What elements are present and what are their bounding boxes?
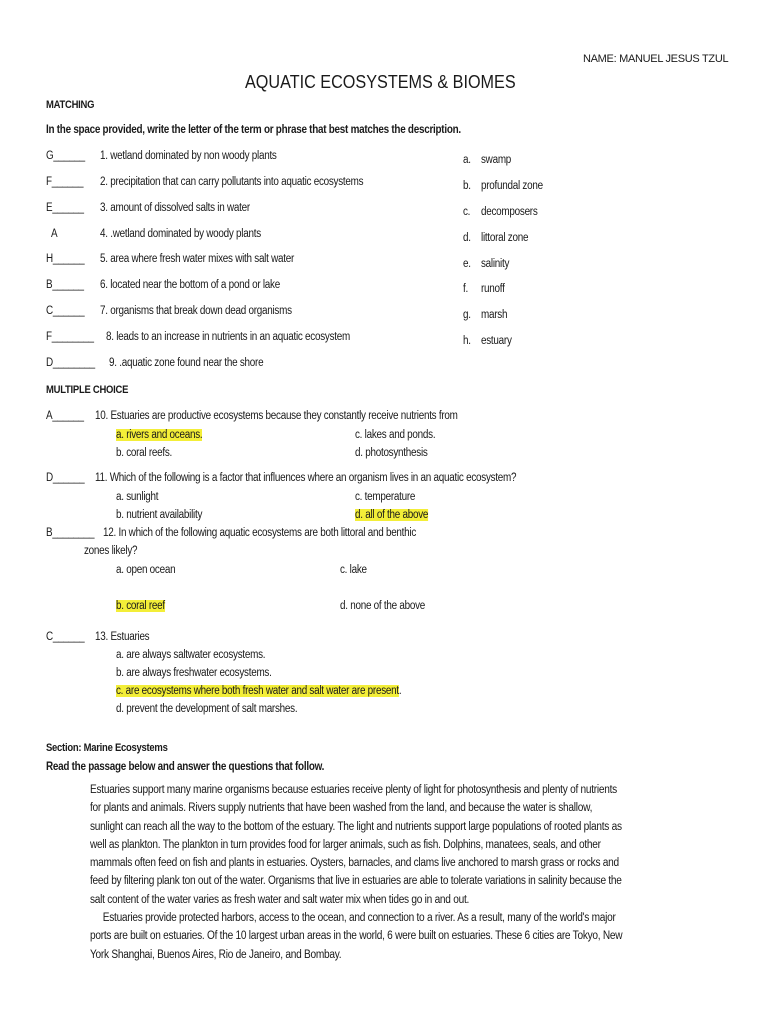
passage-instructions: Read the passage below and answer the questions that follow.	[46, 761, 325, 773]
q12-answer: B________	[46, 527, 95, 539]
term-letter-a: a.	[463, 154, 471, 166]
answer-9: D________	[46, 357, 95, 369]
term-letter-e: e.	[463, 258, 471, 270]
q13-option-c	[116, 685, 401, 697]
passage-line: Estuaries provide protected harbors, access to the ocean, and connection to a river. As a result, many of the world's major	[90, 912, 616, 925]
answer-1: G______	[46, 150, 85, 162]
q13-answer: C______	[46, 631, 85, 643]
q12-question-cont: zones likely?	[84, 545, 138, 557]
term-g: marsh	[481, 309, 508, 321]
passage	[90, 781, 662, 964]
q12-option-d: d. none of the above	[340, 600, 426, 612]
q12-option-c: c. lake	[340, 564, 367, 576]
matching-heading: MATCHING	[46, 99, 95, 111]
description-5: 5. area where fresh water mixes with salt water	[100, 253, 294, 265]
q10-answer: A______	[46, 410, 84, 422]
term-letter-g: g.	[463, 309, 471, 321]
answer-2: F______	[46, 176, 84, 188]
answer-3: E______	[46, 202, 84, 214]
term-c: decomposers	[481, 206, 538, 218]
answer-5: H______	[46, 253, 85, 265]
term-e: salinity	[481, 258, 510, 270]
term-b: profundal zone	[481, 180, 543, 192]
description-6: 6. located near the bottom of a pond or lake	[100, 279, 280, 291]
passage-line: Estuaries support many marine organisms because estuaries receive plenty of light for photosynthesis and plenty of nutrients	[90, 784, 617, 796]
q13-question: 13. Estuaries	[95, 631, 150, 643]
description-8: 8. leads to an increase in nutrients in an aquatic ecosystem	[106, 331, 351, 343]
page-title: AQUATIC ECOSYSTEMS & BIOMES	[245, 72, 516, 92]
passage-line: York Shanghai, Buenos Aires, Rio de Janeiro, and Bombay.	[90, 948, 342, 961]
passage-line: ports are built on estuaries. Of the 10 largest urban areas in the world, 6 were built on estuaries. These 6 cities are Tokyo, New	[90, 930, 623, 943]
q13-option-a: a. are always saltwater ecosystems.	[116, 649, 266, 661]
passage-line: well as plankton. The plankton in turn provides food for larger animals, such as fish. Dolphins, manatees, seals, and other	[90, 838, 601, 851]
q10-question: 10. Estuaries are productive ecosystems because they constantly receive nutrients from	[95, 410, 458, 422]
answer-7: C______	[46, 305, 85, 317]
q12-question: 12. In which of the following aquatic ecosystems are both littoral and benthic	[103, 527, 417, 539]
passage-line: sunlight can reach all the way to the bottom of the estuary. The light and nutrients support large populations of rooted plants as	[90, 820, 622, 833]
section-heading: Section: Marine Ecosystems	[46, 742, 168, 754]
term-letter-d: d.	[463, 232, 471, 244]
q13-option-d: d. prevent the development of salt marshes.	[116, 703, 298, 715]
q11-question: 11. Which of the following is a factor that influences where an organism lives in an aquatic ecosystem?	[95, 472, 517, 484]
q11-answer: D______	[46, 472, 85, 484]
term-letter-f: f.	[463, 283, 468, 295]
answer-4: A	[51, 228, 58, 240]
passage-line: salt content of the water varies as fresh water and salt water mix when tides go in and out.	[90, 893, 470, 906]
description-2: 2. precipitation that can carry pollutants into aquatic ecosystems	[100, 176, 364, 188]
q10-option-c: c. lakes and ponds.	[355, 429, 436, 441]
q13-option-c-period: .	[398, 685, 402, 697]
description-4: 4. .wetland dominated by woody plants	[100, 228, 261, 240]
passage-line: feed by filtering plank ton out of the water. Organisms that live in estuaries are able to tolerate variations in salinity because the	[90, 875, 622, 888]
description-1: 1. wetland dominated by non woody plants	[100, 150, 277, 162]
q11-option-a: a. sunlight	[116, 491, 159, 503]
term-letter-c: c.	[463, 206, 471, 218]
multiple-choice-heading: MULTIPLE CHOICE	[46, 384, 129, 396]
description-3: 3. amount of dissolved salts in water	[100, 202, 250, 214]
passage-line: mammals often feed on fish and plants in estuaries. Oysters, barnacles, and clams live anchored to marsh grass or rocks and	[90, 857, 619, 870]
term-h: estuary	[481, 335, 512, 347]
answer-8: F________	[46, 331, 94, 343]
q13-option-b: b. are always freshwater ecosystems.	[116, 667, 272, 679]
description-9: 9. .aquatic zone found near the shore	[109, 357, 264, 369]
term-f: runoff	[481, 283, 505, 295]
q11-option-d: d. all of the above	[355, 509, 429, 521]
description-7: 7. organisms that break down dead organisms	[100, 305, 292, 317]
q11-option-b: b. nutrient availability	[116, 509, 203, 521]
q10-option-b: b. coral reefs.	[116, 447, 173, 459]
term-letter-b: b.	[463, 180, 471, 192]
term-d: littoral zone	[481, 232, 529, 244]
answer-6: B______	[46, 279, 84, 291]
q11-option-c: c. temperature	[355, 491, 416, 503]
term-a: swamp	[481, 154, 512, 166]
passage-line: for plants and animals. Rivers supply nutrients that have been washed from the land, and because the water is shallow,	[90, 802, 593, 815]
student-name: NAME: MANUEL JESUS TZUL	[583, 53, 729, 65]
q12-option-b: b. coral reef	[116, 600, 165, 612]
q10-option-a: a. rivers and oceans.	[116, 429, 203, 441]
term-letter-h: h.	[463, 335, 471, 347]
matching-instructions: In the space provided, write the letter of the term or phrase that best matches the description.	[46, 124, 461, 136]
q13-option-c-highlight: c. are ecosystems where both fresh water and salt water are present	[116, 685, 399, 697]
q12-option-a: a. open ocean	[116, 564, 176, 576]
q10-option-d: d. photosynthesis	[355, 447, 428, 459]
